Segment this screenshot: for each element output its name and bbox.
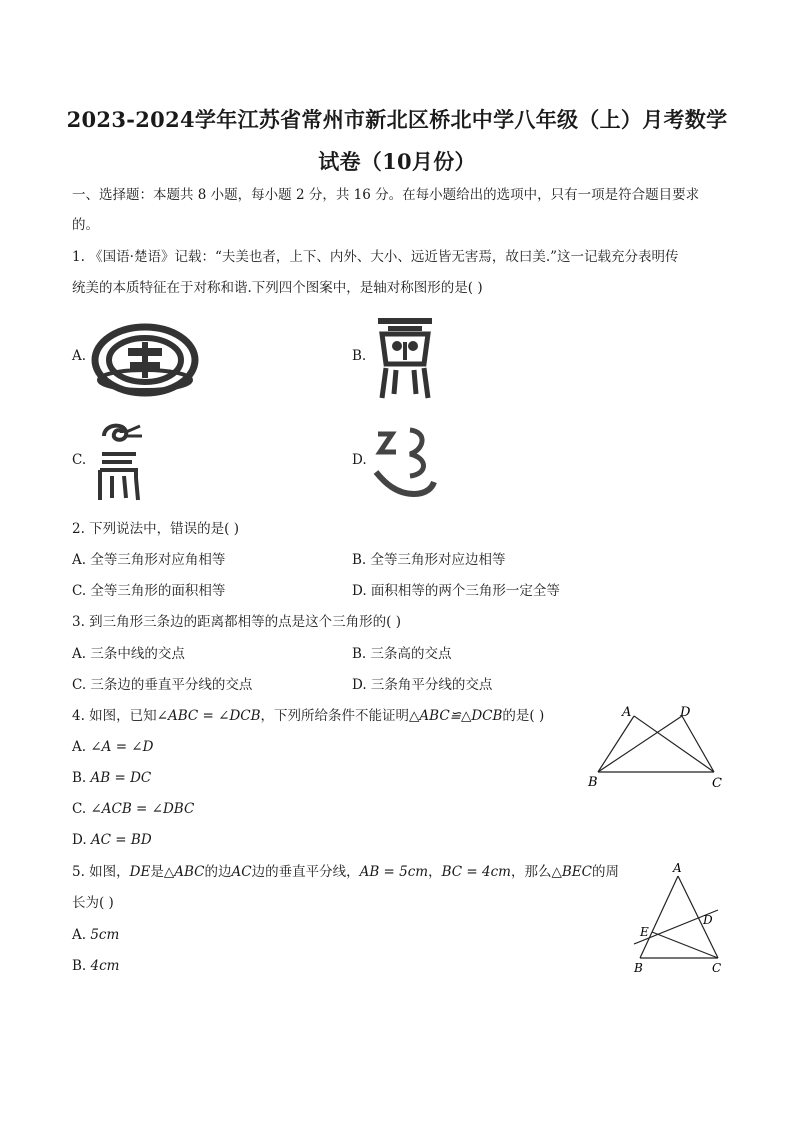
q5-option-a-math: 5cm	[90, 927, 120, 943]
q2-option-c: C. 全等三角形的面积相等	[72, 583, 226, 599]
q4-segment-ab	[598, 716, 634, 772]
q1-option-c-label: C.	[72, 452, 87, 468]
q3-option-c: C. 三条边的垂直平分线的交点	[72, 677, 253, 693]
exam-title-line-2: 试卷（10月份）	[318, 149, 476, 174]
q5-math-de: DE	[129, 864, 151, 880]
section-instruction-line-1: 一、选择题：本题共 8 小题，每小题 2 分，共 16 分。在每小题给出的选项中，只有一项是符合题目要求	[72, 187, 700, 203]
q1-option-d-label: D.	[352, 452, 367, 468]
q1-option-a-label: A.	[72, 348, 87, 364]
q5-label-a: A	[673, 861, 682, 875]
section-instruction-line-2: 的。	[72, 217, 99, 233]
q4-option-b	[72, 769, 151, 787]
q2-option-b: B. 全等三角形对应边相等	[352, 552, 506, 568]
q4-stem-text-1: 4. 如图，已知	[72, 708, 157, 724]
q1-option-c-pattern	[92, 420, 152, 502]
q4-label-c: C	[712, 776, 722, 791]
q4-option-c-math: ∠ACB = ∠DBC	[90, 801, 195, 817]
q5-option-a-label: A.	[72, 927, 87, 943]
q4-option-a-math: ∠A = ∠D	[90, 739, 154, 755]
q5-segment-ec	[652, 932, 718, 958]
q5-math-bec: △BEC	[551, 864, 592, 880]
q4-label-b: B	[588, 775, 598, 790]
q5-text-1: 5. 如图，	[72, 864, 130, 880]
q4-option-a-label: A.	[72, 739, 87, 755]
q5-segment-ab	[640, 876, 678, 958]
q1-stem-line-2: 统美的本质特征在于对称和谐.下列四个图案中，是轴对称图形的是( )	[72, 280, 483, 296]
q4-option-d	[72, 831, 152, 849]
q4-option-d-math: AC = BD	[90, 832, 152, 848]
q4-segment-ac	[634, 716, 714, 772]
q4-stem-math-2: △ABC≌△DCB	[409, 708, 503, 724]
q4-segment-dc	[682, 716, 714, 772]
q5-label-e: E	[640, 925, 649, 939]
q5-math-abc: △ABC	[163, 864, 205, 880]
q5-option-b-label: B.	[72, 958, 87, 974]
q2-stem: 2. 下列说法中，错误的是( )	[72, 521, 239, 537]
q5-option-b-math: 4cm	[90, 958, 120, 974]
q5-stem-line-1	[72, 863, 619, 881]
q4-option-c	[72, 800, 194, 818]
exam-title-line-1: 2023-2024学年江苏省常州市新北区桥北中学八年级（上）月考数学	[66, 107, 728, 132]
q1-stem-line-1: 1. 《国语·楚语》记载：“夫美也者，上下、内外、大小、远近皆无害焉，故曰美.”这一记载充分表明传	[72, 249, 679, 265]
q2-option-d: D. 面积相等的两个三角形一定全等	[352, 583, 560, 599]
q1-option-b-pattern	[370, 312, 440, 402]
q4-option-d-label: D.	[72, 832, 87, 848]
q2-option-a: A. 全等三角形对应角相等	[72, 552, 226, 568]
q4-option-b-math: AB = DC	[90, 770, 152, 786]
q4-stem-text-2: ，下列所给条件不能证明	[260, 708, 410, 724]
q4-stem-text-3: 的是( )	[502, 708, 545, 724]
q5-triangle-figure	[626, 860, 736, 980]
q3-option-a: A. 三条中线的交点	[72, 646, 185, 662]
q5-text-2: 是	[150, 864, 164, 880]
q1-option-b-label: B.	[352, 348, 367, 364]
q3-option-b: B. 三条高的交点	[352, 646, 452, 662]
q5-text-7: 的周	[591, 864, 619, 880]
q5-math-ab: AB = 5cm	[359, 864, 429, 880]
q5-option-a	[72, 926, 119, 944]
q5-text-4: 边的垂直平分线，	[251, 864, 360, 880]
q5-text-3: 的边	[204, 864, 232, 880]
q4-stem-math-1: ∠ABC = ∠DCB	[156, 708, 261, 724]
q4-option-b-label: B.	[72, 770, 87, 786]
q5-math-ac: AC	[231, 864, 252, 880]
q4-label-a: A	[622, 705, 632, 720]
q5-label-b: B	[634, 961, 643, 975]
q4-label-d: D	[680, 705, 691, 720]
q3-option-d: D. 三条角平分线的交点	[352, 677, 493, 693]
q5-stem-line-2: 长为( )	[72, 895, 114, 911]
q1-option-a-pattern	[90, 318, 200, 400]
q5-text-5: ，	[428, 864, 442, 880]
q5-math-bc: BC = 4cm	[441, 864, 511, 880]
q5-label-c: C	[712, 961, 722, 975]
q4-segment-db	[598, 716, 682, 772]
q5-option-b	[72, 957, 119, 975]
q1-option-d-pattern	[370, 424, 440, 500]
q4-triangle-figure	[584, 700, 730, 794]
q3-stem: 3. 到三角形三条边的距离都相等的点是这个三角形的( )	[72, 614, 401, 630]
q4-stem	[72, 707, 544, 725]
q4-option-a	[72, 738, 153, 756]
q5-label-d: D	[703, 913, 713, 927]
q4-option-c-label: C.	[72, 801, 87, 817]
q5-text-6: ，那么	[510, 864, 552, 880]
